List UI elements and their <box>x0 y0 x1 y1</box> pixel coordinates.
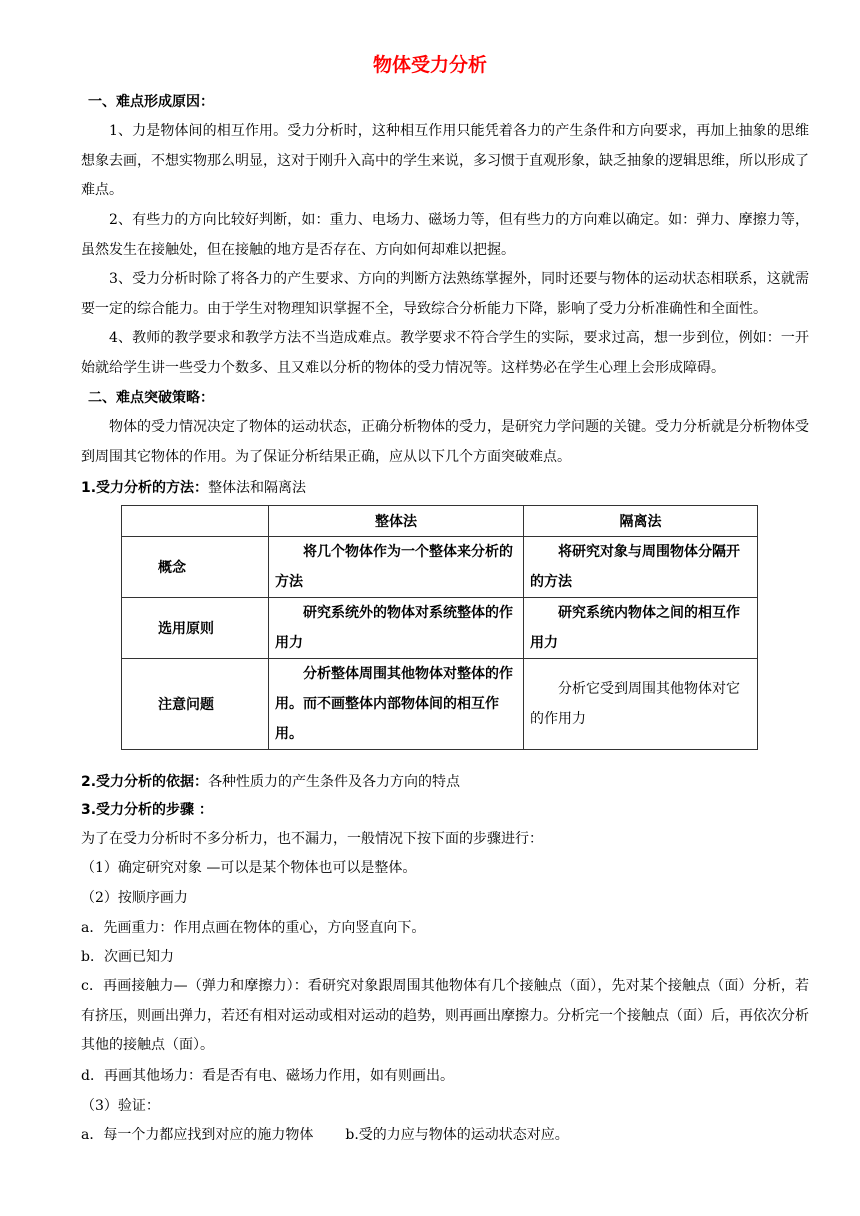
section2-heading: 二、难点突破策略： <box>88 390 214 406</box>
step-1: （1）确定研究对象 —可以是某个物体也可以是整体。 <box>81 860 417 876</box>
table-header-isolate: 隔离法 <box>524 506 758 537</box>
cell-isolate-concept: 将研究对象与周围物体分隔开的方法 <box>524 537 758 598</box>
section1-paragraph-4: 4、教师的教学要求和教学方法不当造成难点。教学要求不符合学生的实际，要求过高，想一步到位，例如：一开始就给学生讲一些受力个数多、且又难以分析的物体的受力情况等。这样势必在学生心理上会形成障碍。 <box>81 330 809 376</box>
step-c: c．再画接触力—（弹力和摩擦力）：看研究对象跟周围其他物体有几个接触点（面），先对某个接触点（面）分析，若有挤压，则画出弹力，若还有相对运动或相对运动的趋势，则再画出摩擦力。分析完一个接触点（面）后，再依次分析其他的接触点（面）。 <box>81 978 809 1053</box>
row-label-principle: 选用原则 <box>122 598 269 659</box>
table-row <box>122 598 758 659</box>
table-header-empty <box>122 506 269 537</box>
step-d: d．再画其他场力：看是否有电、磁场力作用，如有则画出。 <box>81 1068 454 1084</box>
page-title: 物体受力分析 <box>372 54 487 76</box>
table-header-row <box>122 506 758 537</box>
table-row <box>122 537 758 598</box>
section1-paragraph-2: 2、有些力的方向比较好判断，如：重力、电场力、磁场力等，但有些力的方向难以确定。如：弹力、摩擦力等，虽然发生在接触处，但在接触的地方是否存在、方向如何却难以把握。 <box>81 212 809 258</box>
method-label: 1.受力分析的方法： <box>81 480 209 496</box>
verify-b: b.受的力应与物体的运动状态对应。 <box>345 1127 569 1143</box>
section1-paragraph-1: 1、力是物体间的相互作用。受力分析时，这种相互作用只能凭着各力的产生条件和方向要求，再加上抽象的思维想象去画，不想实物那么明显，这对于刚升入高中的学生来说，多习惯于直观形象，缺乏抽象的逻辑思维，所以形成了难点。 <box>81 123 809 198</box>
verify-a: a．每一个力都应找到对应的施力物体 <box>81 1127 314 1143</box>
steps-intro: 为了在受力分析时不多分析力，也不漏力，一般情况下按下面的步骤进行： <box>81 831 543 847</box>
cell-isolate-principle: 研究系统内物体之间的相互作用力 <box>524 598 758 659</box>
cell-whole-principle: 研究系统外的物体对系统整体的作用力 <box>269 598 524 659</box>
steps-label: 3.受力分析的步骤 ： <box>81 802 213 818</box>
verify-line <box>81 1125 569 1145</box>
cell-whole-concept: 将几个物体作为一个整体来分析的方法 <box>269 537 524 598</box>
table-header-whole: 整体法 <box>269 506 524 537</box>
step-a: a．先画重力：作用点画在物体的重心，方向竖直向下。 <box>81 920 426 936</box>
step-b: b．次画已知力 <box>81 949 174 965</box>
basis-line <box>81 772 460 792</box>
basis-text: 各种性质力的产生条件及各力方向的特点 <box>208 774 461 790</box>
section1-heading: 一、难点形成原因： <box>88 94 214 110</box>
section1-paragraph-3: 3、受力分析时除了将各力的产生要求、方向的判断方法熟练掌握外，同时还要与物体的运动状态相联系，这就需要一定的综合能力。由于学生对物理知识掌握不全，导致综合分析能力下降，影响了受力分析准确性和全面性。 <box>81 271 809 317</box>
step-3: （3）验证： <box>81 1098 160 1114</box>
row-label-notes: 注意问题 <box>122 659 269 750</box>
table-row <box>122 659 758 750</box>
cell-isolate-notes: 分析它受到周围其他物体对它的作用力 <box>524 659 758 750</box>
section2-intro: 物体的受力情况决定了物体的运动状态，正确分析物体的受力，是研究力学问题的关键。受力分析就是分析物体受到周围其它物体的作用。为了保证分析结果正确，应从以下几个方面突破难点。 <box>81 419 809 465</box>
method-line <box>81 478 306 498</box>
cell-whole-notes: 分析整体周围其他物体对整体的作用。而不画整体内部物体间的相互作用。 <box>269 659 524 750</box>
comparison-table <box>121 505 758 750</box>
row-label-concept: 概念 <box>122 537 269 598</box>
basis-label: 2.受力分析的依据： <box>81 774 209 790</box>
step-2: （2）按顺序画力 <box>81 890 188 906</box>
method-text: 整体法和隔离法 <box>208 480 307 496</box>
